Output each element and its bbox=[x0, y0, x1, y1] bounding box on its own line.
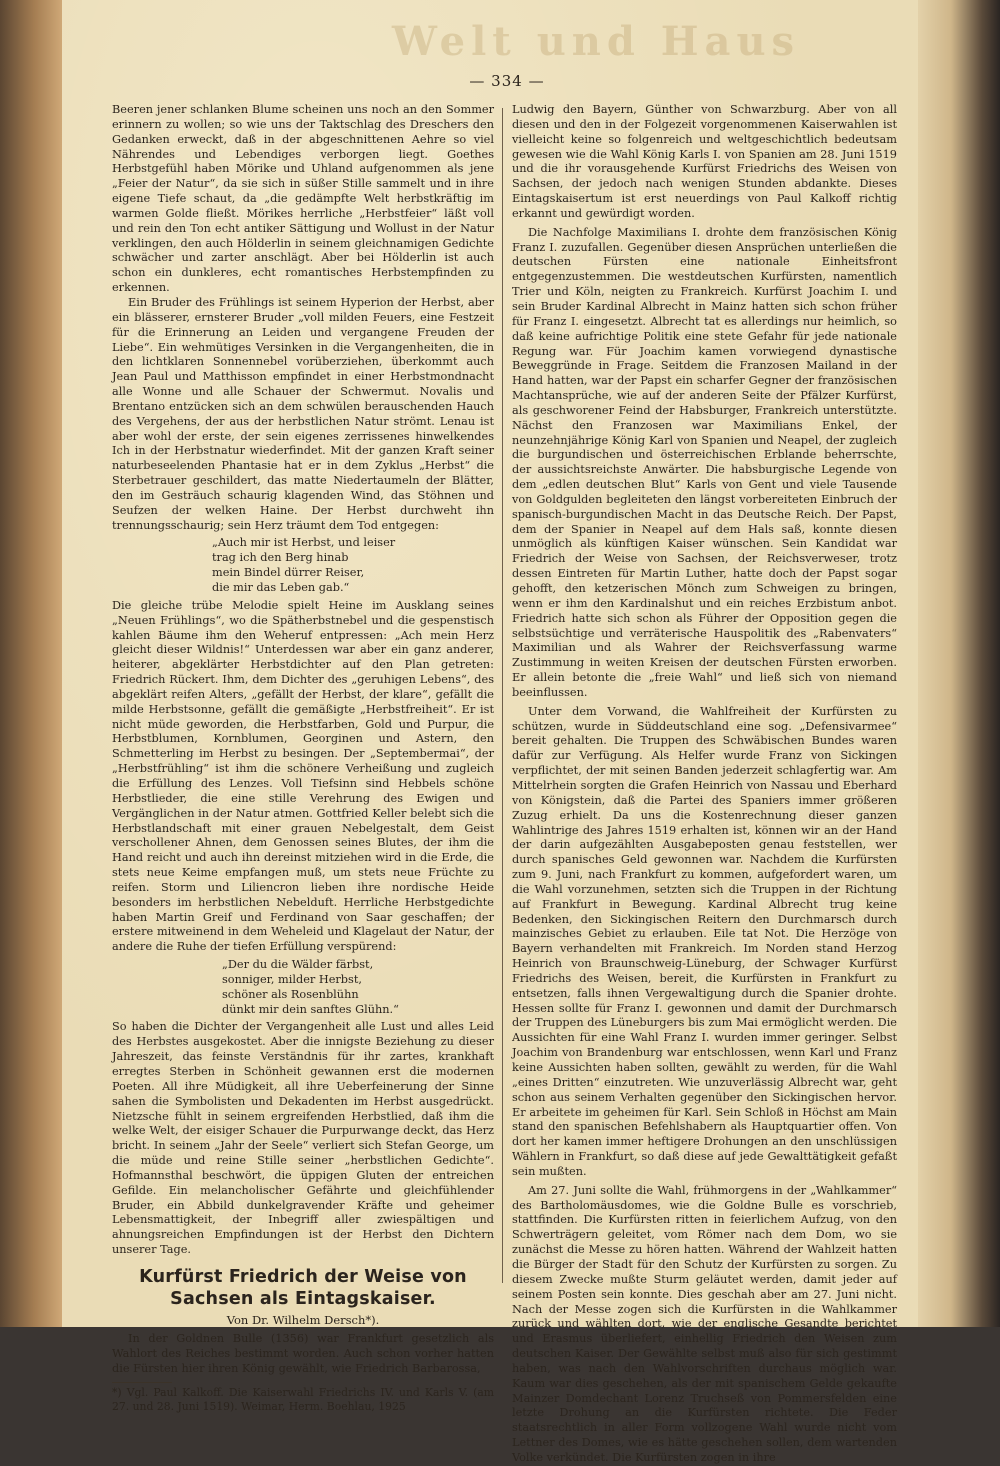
bleed-through-text: Welt und Haus bbox=[392, 18, 801, 65]
paragraph: Ludwig den Bayern, Günther von Schwarzburg. Aber von all diesen und den in der Folgezeit vorgenommenen Kaiserwahlen ist vielleicht keine so folgenreich und weltgeschichtlich bedeutsam gewesen wie die Wahl König Karls I. von Spanien am 28. Juni 1519 und die ihr vorausgehende Kurfürst Friedrichs des Weisen von Sachsen, der jedoch nach wenigen Stunden abdankte. Dieses Eintagskaisertum ist erst neuerdings von Paul Kalkoff richtig erkannt und gewürdigt worden. bbox=[512, 103, 897, 220]
article-byline: Von Dr. Wilhelm Dersch*). bbox=[226, 1312, 380, 1327]
poem-line: „Der du die Wälder färbst, bbox=[222, 958, 374, 972]
paragraph: Am 27. Juni sollte die Wahl, frühmorgens in der „Wahlkammer“ des Bartholomäusdomes, wie die Goldne Bulle es vorschrieb, stattfinden. Die Kurfürsten ritten in feierlichem Aufzug, von den Schwerträgern geleitet, vom Römer nach dem Dom, wo sie zunächst die Messe zu hören hatten. Während der Wahlzeit hatten die Bürger der Stadt für den Schutz der Kurfürsten zu sorgen. Zu diesem Zwecke mußte Sturm geläutet werden, damit jeder auf seinem Posten sein konnte. Dies geschah aber am 27. Juni nicht. Nach der Messe zogen sich die Kurfürsten in die Wahlkammer zurück und wählten dort, wie der englische Gesandte berichtet und Erasmus überliefert, einhellig Friedrich den Weisen zum deutschen Kaiser. Der Gewählte selbst muß also für sich gestimmt haben, was nach den Wahlvorschriften durchaus möglich war. Kaum war dies geschehen, als der mit spanischem Gelde gekaufte Mainzer Domdechant Lorenz Truchseß von Pommersfelden eine letzte Drohung an die Kurfürsten richtete. Die Feder staatsrechtlich in aller Form vollzogene Wahl wurde nicht vom Lettner des Domes, wie es hätte geschehen sollen, dem wartenden Volke verkündet. Die Kurfürsten zogen in ihre bbox=[512, 1183, 897, 1464]
poem-line: schöner als Rosenblühn bbox=[222, 987, 359, 1001]
poem-line: die mir das Leben gab.“ bbox=[212, 581, 350, 594]
paragraph: Unter dem Vorwand, die Wahlfreiheit der Kurfürsten zu schützen, wurde in Süddeutschland eine sog. „Defensivarmee“ bereit gehalten. Die Truppen des Schwäbischen Bundes waren dafür zur Verfügung. Als Helfer wurde Franz von Sickingen verpflichtet, der mit seinen Banden jederzeit schlagfertig war. Am Mittelrhein sorgten die Grafen Heinrich von Nassau und Eberhard von Königstein, daß die Partei des Spaniers immer größeren Zuzug erhielt. Da uns die Kostenrechnung dieser ganzen Wahlintrige des Jahres 1519 erhalten ist, können wir an der Hand der darin aufgezählten Ausgabeposten genau feststellen, wer durch spanisches Geld gewonnen war. Nachdem die Kurfürsten zum 9. Juni, nach Frankfurt zu kommen, aufgefordert waren, um die Wahl vorzunehmen, setzten sich die Truppen in der Richtung auf Frankfurt in Bewegung. Kardinal Albrecht trug keine Bedenken, den Sickingischen Reitern den Durchmarsch durch mainzisches Gebiet zu erlauben. Eile tat Not. Die Herzöge von Bayern verhandelten mit Frankreich. Im Norden stand Herzog Heinrich von Braunschweig-Lüneburg, der Schwager Kurfürst Friedrichs des Weisen, bereit, die Kurfürsten in Frankfurt zu entsetzen, falls ihnen Vergewaltigung durch die Spanier drohte. Hessen sollte für Franz I. gewonnen und damit der Durchmarsch der Truppen des Lüneburgers bis zum Mai ermöglicht werden. Die Aussichten für eine Wahl Franz I. wurden immer geringer. Selbst Joachim von Brandenburg war entschlossen, wenn Karl und Franz keine Aussichten haben sollten, gewählt zu werden, für die Wahl „eines Dritten“ einzutreten. Wie unzuverlässig Albrecht war, geht schon aus seinem Verhalten gegenüber den Sickingischen hervor. Er arbeitete im geheimen für Karl. Sein Schloß in Höchst am Main stand den spanischen Befehlshabern als Hauptquartier offen. Von dort her kamen immer heftigere Drohungen an den unschlüssigen Wählern in Frankfurt, so daß diese auf jede Gewalttätigkeit gefaßt sein mußten. bbox=[512, 704, 897, 1178]
column-divider bbox=[502, 108, 503, 1283]
poem-line: sonniger, milder Herbst, bbox=[222, 972, 362, 986]
poem-quote bbox=[212, 536, 494, 595]
left-column bbox=[112, 103, 494, 1414]
paragraph: Ein Bruder des Frühlings ist seinem Hyperion der Herbst, aber ein blässerer, ernsterer Bruder „voll milden Feuers, eine Festzeit für die Erinnerung an Leiden und vergangene Freuden der Liebe“. Ein wehmütiges Versinken in die Vergangenheiten, die in den lichtklaren Sonnennebel vorüberziehen, überkommt auch Jean Paul und Matthisson empfindet in einer Herbstmondnacht alle Wonne und alle Schauer der Schwermut. Novalis und Brentano entzücken sich an dem schwülen berauschenden Hauch des Vergehens, der aus der herbstlichen Natur strömt. Lenau ist aber wohl der erste, der sein eigenes zerrissenes hinwelkendes Ich in der Herbstnatur wiederfindet. Mit der ganzen Kraft seiner naturbeseelenden Phantasie hat er in dem Zyklus „Herbst“ die Sterbetrauer geschildert, das matte Niedertaumeln der Blätter, den im Gesträuch schaurig klagenden Wind, das Stöhnen und Seufzen der welken Haine. Der Herbst durchweht ihn trennungsschaurig; sein Herz träumt dem Tod entgegen: bbox=[112, 295, 494, 532]
poem-line: dünkt mir dein sanftes Glühn.“ bbox=[222, 1002, 399, 1016]
scan-right-margin bbox=[918, 0, 1000, 1327]
paragraph: Die Nachfolge Maximilians I. drohte dem französischen König Franz I. zuzufallen. Gegenüber diesen Ansprüchen unterließen die deutschen Fürsten eine nationale Einheitsfront entgegenzustemmen. Die westdeutschen Kurfürsten, namentlich Trier und Köln, neigten zu Frankreich. Kurfürst Joachim I. und sein Bruder Kardinal Albrecht in Mainz hatten sich schon früher für Franz I. eingesetzt. Albrecht tat es allerdings nur heimlich, so daß keine aufrichtige Politik eine stete Gefahr für jede nationale Regung war. Für Joachim kamen vorwiegend dynastische Beweggründe in Frage. Seitdem die Franzosen Mailand in der Hand hatten, war der Papst ein scharfer Gegner der französischen Machtansprüche, wie auf der anderen Seite der Pfälzer Kurfürst, als geschworener Feind der Habsburger, Frankreich unterstützte. Nächst den Franzosen war Maximilians Enkel, der neunzehnjährige König Karl von Spanien und Neapel, der zugleich die burgundischen und österreichischen Erblande beherrschte, der aussichtsreichste Anwärter. Die habsburgische Legende von dem „edlen deutschen Blut“ Karls von Gent und viele Tausende von Goldgulden begleiteten den längst vorbereiteten Einbruch der spanisch-burgundischen Macht in das Deutsche Reich. Der Papst, dem der Spanier in Neapel auf dem Hals saß, konnte diesen unmöglich als künftigen Kaiser wünschen. Sein Kandidat war Friedrich der Weise von Sachsen, der Reichsverweser, trotz dessen Eintreten für Martin Luther, hatte doch der Papst sogar gehofft, den ketzerischen Mönch zum Schweigen zu bringen, wenn er ihm den Kardinalshut und ein reiches Erzbistum anbot. Friedrich hatte sich schon als Führer der Opposition gegen die selbstsüchtige und verräterische Hauspolitik des „Rabenvaters“ Maximilian und als Wahrer der Reichsverfassung warme Zustimmung in weiten Kreisen der deutschen Fürsten erworben. Er allein betonte die „freie Wahl“ und ließ sich von niemand beeinflussen. bbox=[512, 225, 897, 699]
article-title: Kurfürst Friedrich der Weise von Sachsen als Eintagskaiser. bbox=[139, 1266, 467, 1309]
paragraph: Die gleiche trübe Melodie spielt Heine im Ausklang seines „Neuen Frühlings“, wo die Spätherbstnebel und die gespenstisch kahlen Bäume ihm den Weheruf entpressen: „Ach mein Herz gleicht dieser Wildnis!“ Unterdessen war aber ein ganz anderer, heiterer, abgeklärter Herbstdichter auf den Plan getreten: Friedrich Rückert. Ihm, dem Dichter des „geruhigen Lebens“, des abgeklärt reifen Alters, „gefällt der Herbst, der klare“, gefällt die milde Herbstsonne, gefällt die gemäßigte „Herbstfreiheit“. Er ist nicht müde geworden, die Herbstfarben, Gold und Purpur, die Herbstblumen, Kornblumen, Georginen und Astern, den Schmetterling im Herbst zu besingen. Der „Septembermai“, der „Herbstfrühling“ ist ihm die schönere Verheißung und zugleich die Erfüllung des Lenzes. Voll Tiefsinn sind Hebbels schöne Herbstlieder, die eine stille Verehrung des Ewigen und Vergänglichen in der Natur atmen. Gottfried Keller belebt sich die Herbstlandschaft mit einer grauen Nebelgestalt, dem Geist verschollener Ahnen, dem Genossen seines Blutes, der ihm die Hand reicht und auch ihn dereinst mitziehen wird in die Erde, die stets neue Keime empfangen muß, um stets neue Früchte zu reifen. Storm und Liliencron lieben ihre nordische Heide besonders im herbstlichen Nebelduft. Herrliche Herbstgedichte haben Martin Greif und Ferdinand von Saar geschaffen; der erstere mitweinend in dem Weheleid und Klagelaut der Natur, der andere die Ruhe der tiefen Erfüllung verspürend: bbox=[112, 598, 494, 954]
paragraph: Beeren jener schlanken Blume scheinen uns noch an den Sommer erinnern zu wollen; so wie uns der Taktschlag des Dreschers den Gedanken erweckt, daß in der abgeschnittenen Aehre so viel Nährendes und Lebendiges verborgen liegt. Goethes Herbstgefühl haben Mörike und Uhland aufgenommen als jene „Feier der Natur“, da sie sich in süßer Stille sammelt und in ihre eigene Tiefe schaut, da „die gedämpfte Welt herbstkräftig im warmen Golde fließt. Mörikes herrliche „Herbstfeier“ läßt voll und rein den Ton echt antiker Sättigung und Wollust in der Natur verklingen, den auch Hölderlin in seinem gleichnamigen Gedichte schwächer und zarter anschlägt. Aber bei Hölderlin ist auch schon ein dunkleres, echt romantisches Herbstempfinden zu erkennen. bbox=[112, 103, 494, 295]
poem-line: trag ich den Berg hinab bbox=[212, 551, 349, 565]
footnote: *) Vgl. Paul Kalkoff. Die Kaiserwahl Friedrichs IV. und Karls V. (am 27. und 28. Juni 1519). Weimar, Herm. Boehlau, 1925 bbox=[112, 1386, 494, 1414]
poem-quote bbox=[222, 958, 494, 1017]
poem-line: mein Bindel dürrer Reiser, bbox=[212, 566, 365, 580]
right-column bbox=[512, 103, 897, 1464]
page-number: — 334 — bbox=[469, 72, 545, 90]
footnote-divider bbox=[112, 1382, 172, 1383]
newspaper-page bbox=[62, 0, 918, 1464]
poem-line: „Auch mir ist Herbst, und leiser bbox=[212, 536, 396, 550]
scan-left-margin bbox=[0, 0, 62, 1327]
paragraph: In der Goldnen Bulle (1356) war Frankfurt gesetzlich als Wahlort des Reiches bestimmt worden. Auch schon vorher hatten die Fürsten hier ihren König gewählt, wie Friedrich Barbarossa, bbox=[112, 1331, 494, 1375]
paragraph: So haben die Dichter der Vergangenheit alle Lust und alles Leid des Herbstes ausgekostet. Aber die innigste Beziehung zu dieser Jahreszeit, das feinste Verständnis für ihr zartes, krankhaft erregtes Sterben in Schönheit gewannen erst die modernen Poeten. All ihre Müdigkeit, all ihre Ueberfeinerung der Sinne sahen die Symbolisten und Dekadenten im Herbst ausgedrückt. Nietzsche fühlt in seinem ergreifenden Herbstlied, daß ihm die welke Welt, der eisiger Schauer die Purpurwange deckt, das Herz bricht. In seinem „Jahr der Seele“ verliert sich Stefan George, um die müde und reine Stille seiner „herbstlichen Gedichte“. Hofmannsthal beschwört, die üppigen Gluten der entreichen Gefilde. Ein melancholischer Gefährte und gleichfühlender Bruder, ein Abbild dunkelgravender Kräfte und geheimer Lebensmattigkeit, der Inbegriff aller zwiespältigen und ahnungsreichen Empfindungen ist der Herbst den Dichtern unserer Tage. bbox=[112, 1020, 494, 1257]
